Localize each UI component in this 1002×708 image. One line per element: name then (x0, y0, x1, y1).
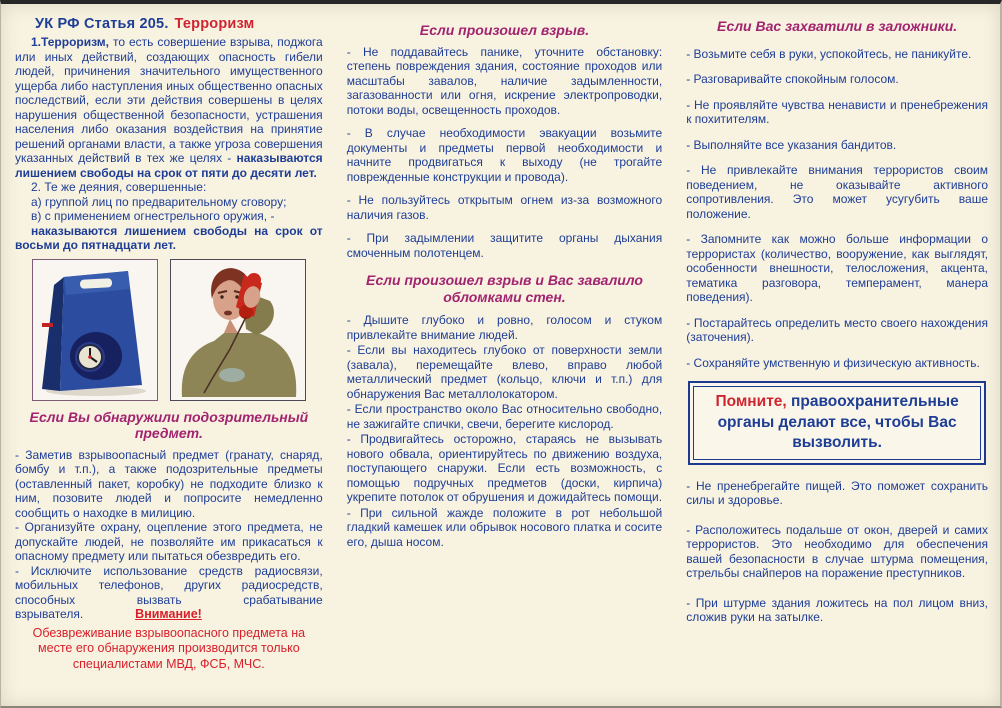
bullet-item: - Не проявляйте чувства ненависти и пренебрежения к похитителям. (686, 97, 988, 127)
title-topic: Терроризм (174, 16, 255, 32)
bullet-item: - Разговаривайте спокойным голосом. (686, 72, 899, 87)
page-title (35, 16, 323, 32)
leaflet (1, 4, 1000, 672)
bullet-item: - Дышите глубоко и ровно, голосом и стуком привлекайте внимание людей. (346, 313, 663, 342)
law-item-a: а) группой лиц по предварительному сговору; (31, 194, 287, 209)
law-paragraph-1: 1.Терроризм, то есть совершение взрыва, поджога или иных действий, создающих опасность гибели людей, причинения значительного имущественного ущерба либо наступления иных общественно опасных последствий, если эти действия совершены в целях нарушения общественной безопасности, устрашения населения либо оказания воздействия на принятие решений органами власти, а также угроза совершения указанных действий в тех же целях - наказываются лишением свободы на срок от пяти до десяти лет. (15, 35, 323, 180)
law-paragraph-2: 2. Те же деяния, совершенные: (31, 180, 207, 195)
bullet-item: - Постарайтесь определить место своего нахождения (заточения). (686, 315, 988, 345)
column-hostage (686, 10, 988, 672)
heading-explosion: Если произошел взрыв. (419, 22, 590, 38)
bullet-item: - Продвигайтесь осторожно, стараясь не вызывать нового обвала, ориентируйтесь по движению воздуха, поступающего снаружи. Если есть возможность, с помощью подручных предметов (доски, кирпича) укрепите потолок от обрушения и дожидайтесь помощи. (346, 432, 663, 505)
remember-lead: Помните, (715, 393, 787, 411)
bullet-item: - Если вы находитесь глубоко от поверхности земли (завала), перемещайте влево, вправо любой металлический предмет (кольцо, ключи и т.п.) для обнаружения Вас металлолокатором. (346, 343, 663, 401)
man-calling-icon (174, 263, 302, 397)
bullet-item: - При сильной жажде положите в рот небольшой гладкий камешек или обрывок носового платка и сосите его, дыша носом. (346, 505, 663, 549)
law-item-b: в) с применением огнестрельного оружия, - (31, 209, 275, 224)
heading-suspicious-object: Если Вы обнаружили подозрительный предмет. (29, 408, 309, 442)
title-law-reference: УК РФ Статья 205. (35, 16, 169, 32)
column-explosion (347, 10, 663, 672)
suspicious-bag-illustration (32, 259, 158, 401)
bullet-item-with-attention: - Исключите использование средств радиосвязи, мобильных телефонов, других радиосредств, способных вызвать срабатывание взрывателя. Внимание! (15, 563, 323, 622)
bullet-item: - При задымлении защитите органы дыхания смоченным полотенцем. (346, 231, 663, 260)
column-law-and-suspicious-object (15, 10, 323, 672)
bullet-item: - Не привлекайте внимания террористов своим поведением, не оказывайте активного сопротивления. Это может усугубить ваше положение. (686, 163, 988, 221)
bullet-item: - Не пользуйтесь открытым огнем из-за возможного наличия газов. (346, 193, 663, 222)
bullet-item: - Расположитесь подальше от окон, дверей и самих террористов. Это необходимо для обеспечения вашей безопасности в случае штурма помещения, стрельбы снайперов на поражение преступников. (686, 522, 988, 581)
attention-note: Обезвреживание взрывоопасного предмета на месте его обнаружения производится только специалистами МВД, ФСБ, МЧС. (32, 625, 306, 671)
bullet-item: - Организуйте охрану, оцепление этого предмета, не допускайте людей, не позволяйте им прикасаться к опасному предмету или пытаться обезвредить его. (15, 520, 323, 564)
heading-hostage: Если Вас захватили в заложники. (717, 18, 958, 34)
bag-with-clock-icon (36, 263, 154, 397)
heading-buried-under-rubble: Если произошел взрыв и Вас завалило обломками стен. (365, 272, 643, 305)
law-penalty-2: наказываются лишением свободы на срок от восьми до пятнадцати лет. (15, 223, 323, 253)
bullet-item: - Не поддавайтесь панике, уточните обстановку: степень повреждения здания, состояние проходов или масштабы завалов, наличие задымленности, загазованности или огня, искрение электропроводки, потоки воды, освещенность проходов. (346, 44, 663, 117)
bullet-item: - Сохраняйте умственную и физическую активность. (686, 355, 980, 370)
remember-text: правоохранительные органы делают все, чтобы Вас вызволить. (717, 393, 959, 452)
bullet-item: - Запомните как можно больше информации о террористах (количество, вооружение, как выглядят, особенности внешности, телосложения, акцента, тематика разговора, темперамент, манера поведения). (686, 232, 988, 305)
bullet-item: - Заметив взрывоопасный предмет (гранату, снаряд, бомбу и т.п.), а также подозрительные предметы (оставленный пакет, коробку) не подходите близко к ним, позовите людей и попросите немедленно сообщить о находке в милицию. (15, 447, 323, 520)
bullet-item: - При штурме здания ложитесь на пол лицом вниз, сложив руки на затылке. (686, 595, 988, 625)
illustrations-row (15, 259, 323, 401)
bullet-item: - Возьмите себя в руки, успокойтесь, не паникуйте. (686, 46, 972, 61)
bullet-item: - Если пространство около Вас относительно свободно, не зажигайте спички, свечи, берегите кислород. (346, 402, 663, 431)
remember-box (688, 381, 986, 464)
bullet-item: - Не пренебрегайте пищей. Это поможет сохранить силы и здоровье. (686, 478, 988, 508)
man-on-phone-illustration (170, 259, 306, 401)
bullet-item: - В случае необходимости эвакуации возьмите документы и предметы первой необходимости и начните продвигаться к выходу (не трогайте поврежденные конструкции и провода). (346, 126, 663, 184)
bullet-item: - Выполняйте все указания бандитов. (686, 137, 897, 152)
attention-label: Внимание! (135, 607, 202, 622)
